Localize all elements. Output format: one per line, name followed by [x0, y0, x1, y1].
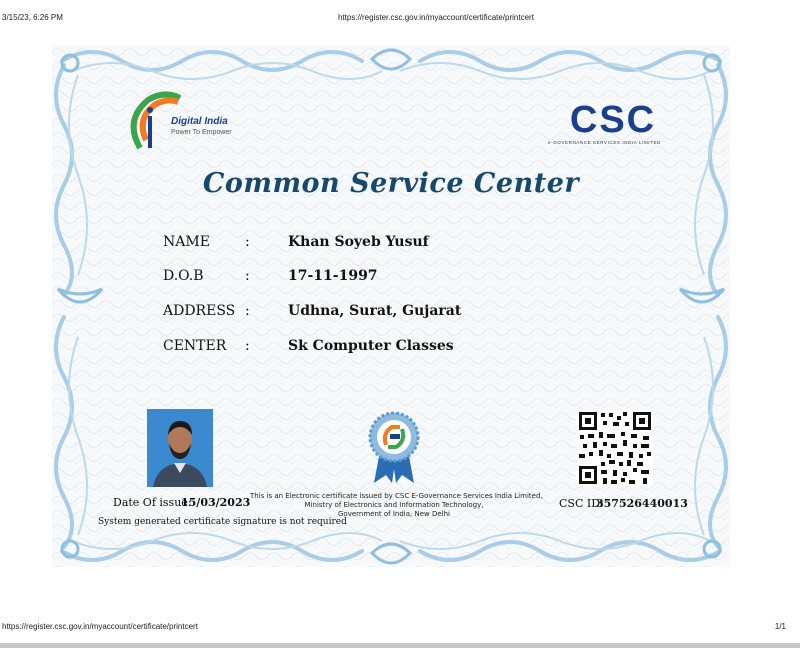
address-label: ADDRESS — [163, 303, 236, 319]
csc-id-value: 357526440013 — [596, 497, 688, 510]
qr-code — [577, 410, 653, 486]
name-value: Khan Soyeb Yusuf — [288, 234, 429, 250]
csc-id-label: CSC ID: — [559, 497, 604, 510]
certificate-title: Common Service Center — [202, 168, 580, 199]
issuer-line: Government of India, New Delhi — [338, 510, 450, 518]
issue-date-value: 15/03/2023 — [181, 496, 251, 509]
print-url-header: https://register.csc.gov.in/myaccount/certificate/printcert — [338, 13, 534, 22]
issuer-line: This is an Electronic certificate issued by CSC E-Governance Services India Limited, — [250, 492, 543, 500]
center-label: CENTER — [163, 338, 227, 354]
print-url-footer: https://register.csc.gov.in/myaccount/certificate/printcert — [2, 622, 198, 631]
csc-tagline: e-GOVERNANCE SERVICES INDIA LIMITED — [548, 140, 661, 145]
dob-colon: : — [245, 268, 250, 284]
page-bottom-bar — [0, 643, 800, 648]
digital-india-tagline: Power To Empower — [171, 129, 232, 136]
csc-letters: CSC — [570, 99, 656, 138]
center-colon: : — [245, 338, 250, 354]
address-colon: : — [245, 303, 250, 319]
page-number: 1/1 — [774, 622, 786, 631]
signature-note: System generated certificate signature is not required — [98, 517, 347, 527]
issuer-statement — [250, 492, 543, 519]
issue-date-label: Date Of issue: — [113, 496, 192, 509]
center-value: Sk Computer Classes — [288, 338, 454, 354]
holder-photo — [147, 409, 213, 487]
csc-seal-icon — [364, 407, 424, 485]
name-label: NAME — [163, 234, 210, 250]
name-colon: : — [245, 234, 250, 250]
issuer-line: Ministry of Electronics and Information Technology, — [304, 501, 484, 509]
print-datetime: 3/15/23, 6:26 PM — [2, 13, 63, 22]
dob-value: 17-11-1997 — [288, 268, 378, 284]
csc-logo — [570, 98, 656, 138]
certificate — [52, 45, 730, 567]
address-value: Udhna, Surat, Gujarat — [288, 303, 462, 319]
dob-label: D.O.B — [163, 268, 204, 284]
digital-india-title: Digital India — [171, 116, 228, 127]
